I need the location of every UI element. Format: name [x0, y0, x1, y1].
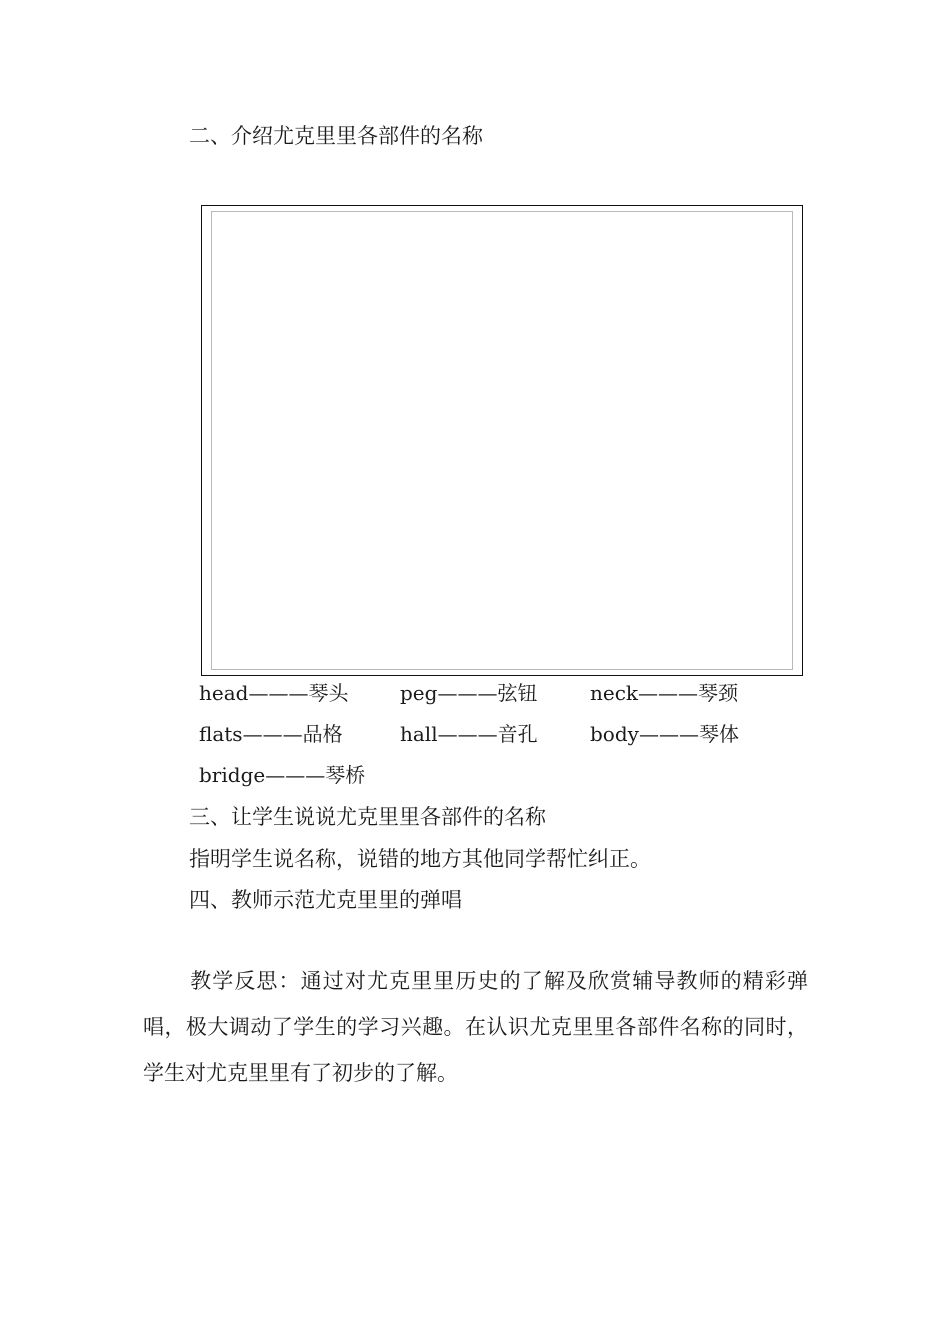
part-zh: 琴桥 [325, 763, 366, 787]
part-separator: ——— [248, 681, 309, 705]
section-3-heading: 三、让学生说说尤克里里各部件的名称 [189, 805, 546, 829]
part-zh: 琴头 [308, 681, 349, 705]
part-en: peg [400, 681, 438, 705]
part-term-bridge [199, 761, 365, 789]
part-term-hall [400, 720, 538, 748]
part-separator: ——— [638, 722, 699, 746]
part-separator: ——— [437, 722, 498, 746]
ukulele-figure-placeholder [211, 211, 793, 670]
part-separator: ——— [437, 681, 498, 705]
part-term-head [199, 679, 348, 707]
part-zh: 音孔 [497, 722, 538, 746]
part-separator: ——— [638, 681, 699, 705]
part-separator: ——— [242, 722, 303, 746]
part-en: flats [199, 722, 243, 746]
section-4-heading: 四、教师示范尤克里里的弹唱 [189, 888, 462, 912]
part-term-peg [400, 679, 537, 707]
part-en: hall [400, 722, 438, 746]
teaching-reflection [143, 958, 808, 1096]
part-term-flats [199, 720, 343, 748]
part-zh: 琴体 [698, 722, 739, 746]
part-term-neck [590, 679, 738, 707]
section-3-body: 指明学生说名称，说错的地方其他同学帮忙纠正。 [189, 847, 651, 871]
part-zh: 琴颈 [698, 681, 739, 705]
part-en: body [590, 722, 639, 746]
section-2-heading: 二、介绍尤克里里各部件的名称 [189, 124, 483, 148]
part-zh: 弦钮 [497, 681, 538, 705]
part-term-body [590, 720, 739, 748]
teaching-reflection-text: 教学反思：通过对尤克里里历史的了解及欣赏辅导教师的精彩弹唱，极大调动了学生的学习兴趣。在认识尤克里里各部件名称的同时，学生对尤克里里有了初步的了解。 [143, 969, 808, 1085]
part-separator: ——— [265, 763, 326, 787]
part-zh: 品格 [302, 722, 343, 746]
part-en: head [199, 681, 249, 705]
part-en: bridge [199, 763, 266, 787]
ukulele-figure-frame [201, 205, 803, 676]
part-en: neck [590, 681, 639, 705]
